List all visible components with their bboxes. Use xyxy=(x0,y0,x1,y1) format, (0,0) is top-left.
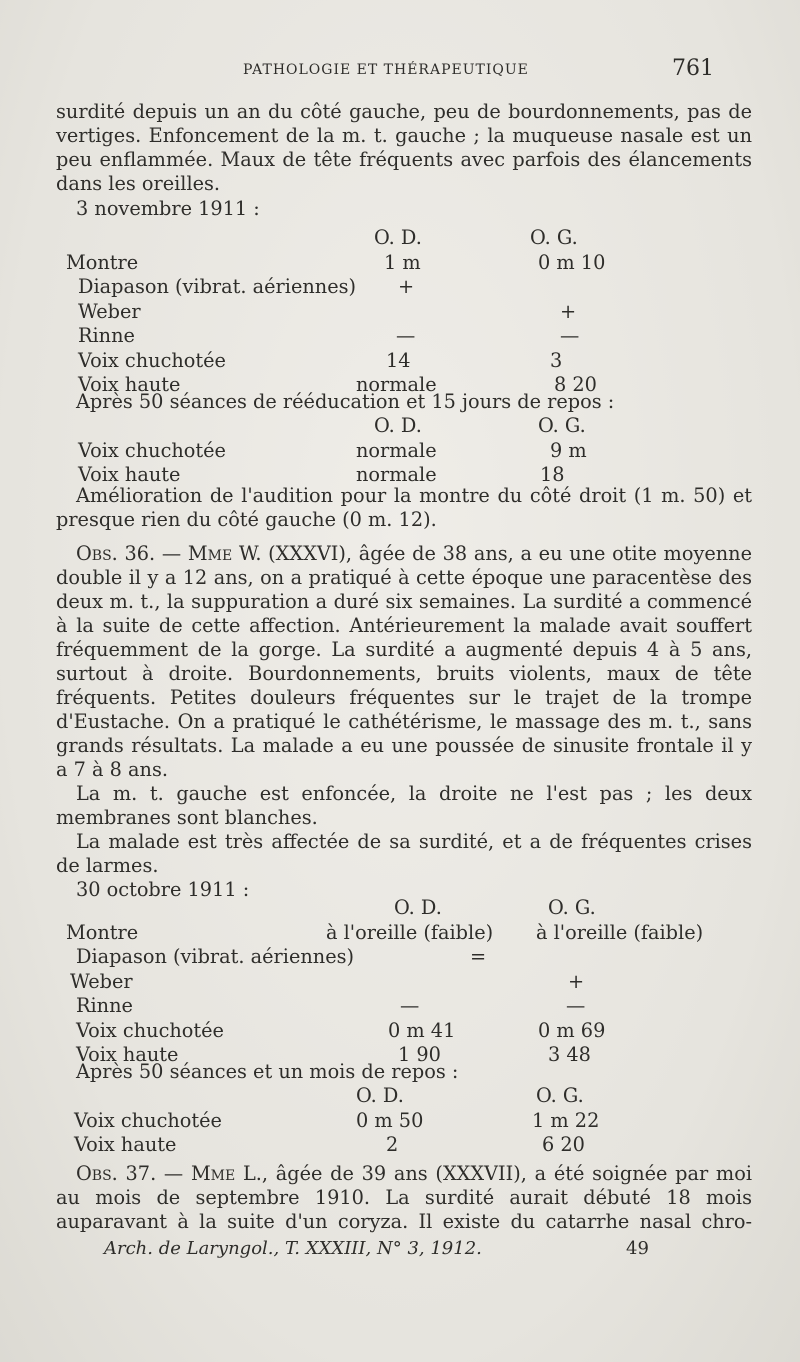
col-header-og: O. G. xyxy=(536,1084,584,1107)
text-block-3 xyxy=(56,484,752,902)
col-header-og: O. G. xyxy=(548,896,596,919)
od-value: normale xyxy=(356,438,437,462)
observation-36 xyxy=(56,542,752,782)
text-block-4 xyxy=(56,1060,752,1084)
row-label: Diapason (vibrat. aériennes) xyxy=(76,945,355,968)
col-header-og: O. G. xyxy=(530,226,578,249)
audiometry-table-2 xyxy=(56,414,752,488)
observation-text: âgée de 39 ans (XXXVII), a été soignée par moi au mois de septembre 1910. La surdité aurait débuté 18 mois auparavant à la suite d'un coryza. Il existe du catarrhe nasal chro- xyxy=(56,1162,752,1233)
og-value: 0 m 10 xyxy=(538,250,606,274)
text-block-5 xyxy=(56,1162,752,1234)
date-heading: 3 novembre 1911 : xyxy=(76,197,260,220)
date-heading: 30 octobre 1911 : xyxy=(76,878,250,901)
journal-reference: Arch. de Laryngol., T. XXXIII, N° 3, 1912. xyxy=(104,1238,482,1259)
paragraph-affect: La malade est très affectée de sa surdité, et a de fréquentes crises de larmes. xyxy=(56,830,752,877)
table-row xyxy=(56,921,752,946)
od-value: 0 m 41 xyxy=(388,1018,456,1042)
col-header-od: O. D. xyxy=(374,226,422,249)
row-label: Montre xyxy=(66,920,139,944)
table-row xyxy=(56,945,752,970)
page-number: 761 xyxy=(672,56,714,81)
row-label: Voix haute xyxy=(78,373,181,396)
page-header xyxy=(0,56,800,88)
row-label: Voix haute xyxy=(78,463,181,486)
running-head: PATHOLOGIE ET THÉRAPEUTIQUE xyxy=(243,62,529,78)
table-row xyxy=(56,1019,752,1044)
row-label: Voix haute xyxy=(74,1133,177,1156)
col-header-og: O. G. xyxy=(538,414,586,437)
og-value: 18 xyxy=(540,463,565,486)
table-row xyxy=(56,324,752,349)
paragraph-membrane: La m. t. gauche est enfoncée, la droite ne l'est pas ; les deux membranes sont blanches. xyxy=(56,782,752,829)
row-label: Voix haute xyxy=(76,1043,179,1066)
col-header-od: O. D. xyxy=(374,414,422,437)
table-header-row xyxy=(56,1084,752,1109)
table-header-row xyxy=(56,896,752,921)
text-block-1 xyxy=(56,100,752,221)
row-label: Voix chuchotée xyxy=(74,1108,222,1132)
table-row xyxy=(56,439,752,464)
col-header-od: O. D. xyxy=(394,896,442,919)
table-header-row xyxy=(56,414,752,439)
og-value: 3 xyxy=(550,348,563,372)
table-row xyxy=(56,1109,752,1134)
table-header-row xyxy=(56,226,752,251)
row-label: Rinne xyxy=(76,994,133,1017)
od-value: 1 90 xyxy=(398,1043,441,1066)
od-value: = xyxy=(470,945,487,968)
og-value: 6 20 xyxy=(542,1133,585,1156)
col-header-od: O. D. xyxy=(356,1084,404,1107)
observation-37 xyxy=(56,1162,752,1234)
od-value: 14 xyxy=(386,348,411,372)
row-label: Voix chuchotée xyxy=(76,1018,224,1042)
row-label: Voix chuchotée xyxy=(78,348,226,372)
after-treatment-line: Après 50 séances et un mois de repos : xyxy=(76,1060,459,1083)
og-value: à l'oreille (faible) xyxy=(536,920,704,944)
table-row xyxy=(56,349,752,374)
od-value: 2 xyxy=(386,1133,399,1156)
og-value: — xyxy=(566,994,586,1017)
paragraph-improvement: Amélioration de l'audition pour la montre du côté droit (1 m. 50) et presque rien du côté gauche (0 m. 12). xyxy=(56,484,752,531)
og-value: 8 20 xyxy=(554,373,597,396)
og-value: 3 48 xyxy=(548,1043,591,1066)
row-label: Voix chuchotée xyxy=(78,438,226,462)
og-value: + xyxy=(560,299,577,323)
audiometry-table-1 xyxy=(56,226,752,398)
observation-heading: Obs. 36. — Mme W. (XXXVI), xyxy=(76,542,353,565)
audiometry-table-4 xyxy=(56,1084,752,1158)
observation-text: âgée de 38 ans, a eu une otite moyenne double il y a 12 ans, on a pratiqué à cette époque une paracentèse des deux m. t., la suppuration a duré six semaines. La surdité a commencé à la suite de cette affection. Antérieurement la malade avait souffert fréquemment de la gorge. La surdité a augmenté depuis 4 à 5 ans, surtout à droite. Bourdonnements, bruits violents, maux de tête fréquents. Petites douleurs fréquentes sur le trajet de la trompe d'Eustache. On a pratiqué le cathétérisme, le massage des m. t., sans grands résultats. La malade a eu une poussée de sinusite frontale il y a 7 à 8 ans. xyxy=(56,542,752,781)
audiometry-table-3 xyxy=(56,896,752,1068)
table-row xyxy=(56,970,752,995)
og-value: 0 m 69 xyxy=(538,1018,606,1042)
row-label: Montre xyxy=(66,250,139,274)
text-block-2 xyxy=(56,390,752,414)
og-value: 9 m xyxy=(550,438,587,462)
table-row xyxy=(56,275,752,300)
od-value: 1 m xyxy=(384,250,421,274)
od-value: normale xyxy=(356,373,437,396)
row-label: Rinne xyxy=(78,324,135,347)
table-row xyxy=(56,994,752,1019)
table-row xyxy=(56,1133,752,1158)
od-value: 0 m 50 xyxy=(356,1108,424,1132)
observation-heading: Obs. 37. — Mme L., xyxy=(76,1162,269,1185)
row-label: Diapason (vibrat. aériennes) xyxy=(78,275,357,298)
og-value: — xyxy=(560,324,580,347)
row-label: Weber xyxy=(78,299,141,323)
od-value: normale xyxy=(356,463,437,486)
signature-mark: 49 xyxy=(626,1238,649,1259)
og-value: 1 m 22 xyxy=(532,1108,600,1132)
od-value: — xyxy=(400,994,420,1017)
after-treatment-line: Après 50 séances de rééducation et 15 jours de repos : xyxy=(76,390,615,413)
row-label: Weber xyxy=(70,969,133,993)
od-value: — xyxy=(396,324,416,347)
og-value: + xyxy=(568,969,585,993)
paragraph-continuation: surdité depuis un an du côté gauche, peu de bourdonnements, pas de vertiges. Enfoncement de la m. t. gauche ; la muqueuse nasale est un peu enflammée. Maux de tête fréquents avec parfois des élancements dans les oreilles. xyxy=(56,100,752,195)
od-value: + xyxy=(398,275,415,298)
od-value: à l'oreille (faible) xyxy=(326,920,494,944)
table-row xyxy=(56,251,752,276)
table-row xyxy=(56,300,752,325)
